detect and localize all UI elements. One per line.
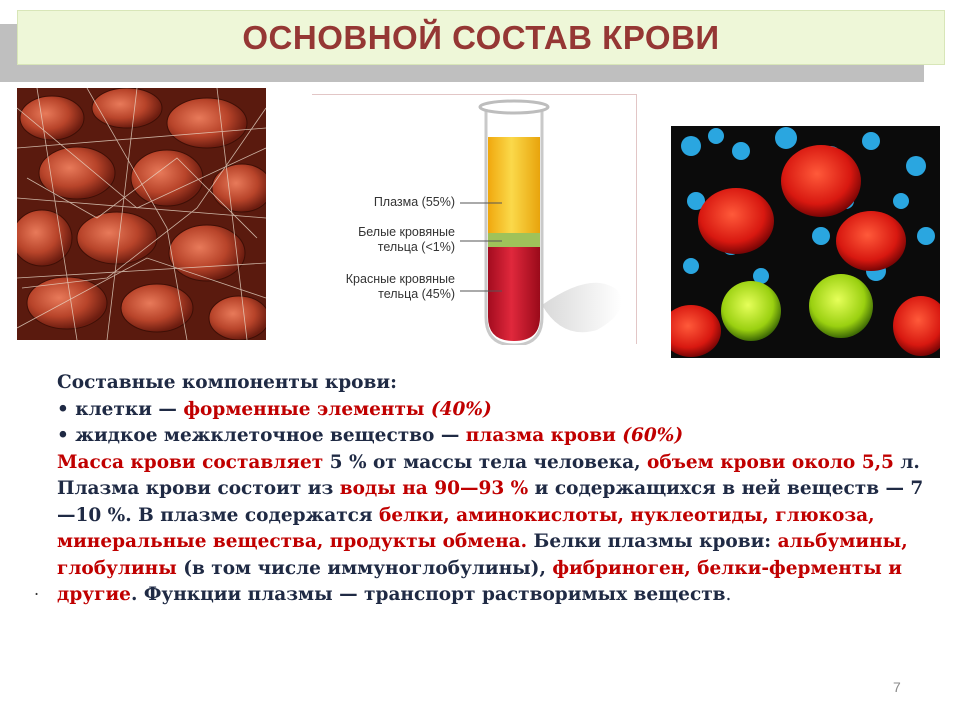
- paragraph-line: [57, 503, 907, 530]
- text-highlight: воды на 90—93 %: [339, 478, 529, 499]
- text-highlight: (40%): [430, 398, 492, 420]
- text-highlight: другие: [57, 584, 131, 605]
- components-heading: Составные компоненты крови:: [57, 372, 397, 393]
- text-segment: Плазма крови состоит из: [57, 478, 340, 499]
- text-highlight: плазма крови: [465, 425, 623, 446]
- text-highlight: форменные элементы: [183, 398, 431, 420]
- text-segment: . Функции плазмы — транспорт растворимых веществ: [130, 584, 726, 605]
- bullet-mark: •: [57, 398, 69, 420]
- left-photo: [17, 88, 266, 340]
- bullet-mark: •: [57, 425, 69, 446]
- white-cells-layer: [488, 233, 540, 247]
- title-banner: [17, 10, 945, 65]
- red-cells-layer: [488, 247, 540, 341]
- test-tube-illustration: [312, 95, 637, 345]
- red-cells-label-line1: Красные кровяные: [345, 272, 455, 286]
- text-segment: и содержащихся в ней веществ — 7: [528, 478, 924, 499]
- white-cells-label-line2: тельца (<1%): [377, 240, 455, 254]
- text-segment: (в том числе иммуноглобулины),: [176, 557, 553, 579]
- bullet-cells: [57, 397, 907, 424]
- text-segment: л.: [900, 451, 920, 473]
- text-segment: клетки —: [68, 398, 184, 420]
- paragraph-line: [57, 556, 907, 583]
- plasma-label: Плазма (55%): [373, 195, 455, 209]
- text-highlight: глобулины: [57, 557, 177, 579]
- test-tube-diagram: [312, 94, 637, 344]
- text-highlight: (60%): [622, 425, 684, 446]
- text-segment: жидкое межклеточное вещество —: [68, 425, 466, 446]
- text-segment: —10 %. В плазме содержатся: [57, 504, 380, 526]
- white-cells-label: [312, 225, 455, 255]
- paragraph-line: [57, 450, 920, 477]
- red-cells-label: [312, 272, 455, 302]
- bullet-plasma: [57, 423, 907, 450]
- text-highlight: белки, аминокислоты, нуклеотиды, глюкоза,: [379, 504, 875, 526]
- text-highlight: минеральные вещества, продукты обмена.: [57, 531, 528, 552]
- text-highlight: Масса крови составляет: [57, 451, 330, 473]
- text-highlight: альбумины,: [777, 531, 908, 552]
- text-segment: 5 % от массы тела человека,: [329, 451, 648, 473]
- slide-title: ОСНОВНОЙ СОСТАВ КРОВИ: [242, 18, 720, 56]
- white-cells-label-line1: Белые кровяные: [358, 225, 455, 239]
- text-highlight: объем крови около 5,5: [647, 451, 901, 473]
- paragraph-line: [57, 476, 924, 503]
- paragraph-line: [57, 582, 907, 609]
- stray-dot: .: [34, 580, 40, 599]
- text-segment: Белки плазмы крови:: [527, 531, 778, 552]
- paragraph-line: [57, 529, 907, 556]
- right-photo: [671, 126, 940, 358]
- text-highlight: фибриноген, белки-ферменты и: [552, 557, 902, 579]
- plasma-layer: [488, 137, 540, 239]
- red-cells-label-line2: тельца (45%): [378, 287, 455, 301]
- body-text: [57, 370, 924, 609]
- text-segment: .: [725, 584, 732, 605]
- page-number: 7: [893, 679, 901, 695]
